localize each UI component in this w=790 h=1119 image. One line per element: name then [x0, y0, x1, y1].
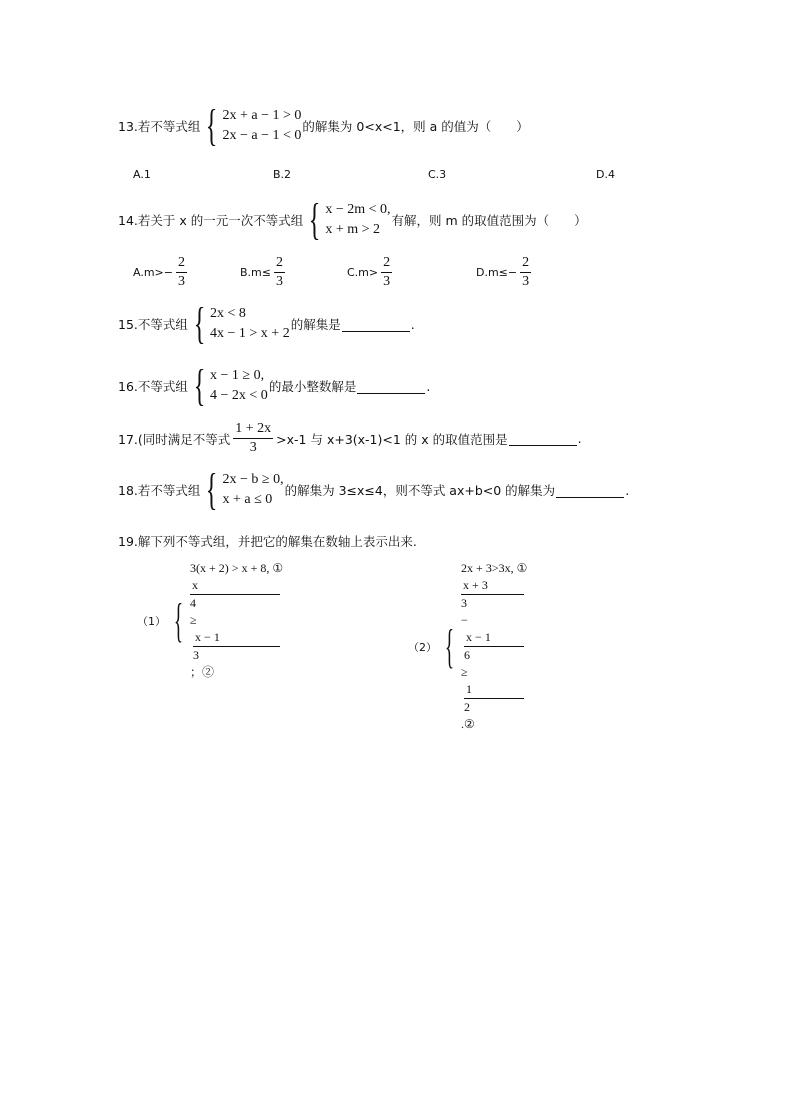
question-17 [118, 420, 582, 457]
q16-prefix: 16.不等式组 [118, 379, 188, 394]
q13-option-a: A.1 [133, 168, 151, 181]
q14-option-a-text: A.m>− [133, 266, 173, 279]
q19-p1-line1: 3(x + 2) > x + 8, ① [190, 561, 284, 575]
answer-blank[interactable] [556, 483, 624, 498]
frac-denominator: 3 [275, 274, 283, 289]
frac-denominator: 3 [177, 274, 185, 289]
q15-period: . [410, 316, 415, 332]
q16-inequality-system [189, 361, 268, 410]
q14-option-b-text: B.m≤ [240, 266, 271, 279]
q19-p2-line2 [461, 577, 527, 733]
q13-option-d: D.4 [596, 168, 615, 181]
q14-option-d-text: D.m≤− [476, 266, 518, 279]
q19-p2-line1: 2x + 3>3x, ① [461, 561, 528, 575]
q19-p1-line2 [190, 577, 283, 681]
frac-numerator: 1 [464, 681, 524, 699]
q13-line2: 2x − a − 1 < 0 [222, 128, 302, 143]
answer-blank[interactable] [357, 379, 425, 394]
frac-numerator: x − 1 [464, 629, 524, 647]
q14-inequality-system [304, 195, 391, 244]
q18-inequality-system [201, 465, 284, 514]
q15-suffix: 的解集是 [290, 317, 341, 332]
q13-prefix: 13.若不等式组 [118, 119, 201, 134]
brace-icon: { [193, 299, 206, 348]
frac-numerator: 2 [274, 254, 285, 273]
relation-symbol: ≥ [190, 613, 197, 627]
frac-numerator: 2 [381, 254, 392, 273]
q14-suffix: 有解，则 m 的取值范围为（ ） [391, 213, 587, 228]
q14-option-d [476, 254, 534, 291]
q13-option-b: B.2 [273, 168, 292, 181]
q16-period: . [426, 378, 431, 394]
relation-symbol: ≥ [461, 665, 468, 679]
frac-numerator: 2 [520, 254, 531, 273]
frac-denominator: 3 [522, 274, 530, 289]
q17-prefix: 17.(同时满足不等式 [118, 431, 231, 447]
brace-icon: { [193, 361, 206, 410]
q16-line1: x − 1 ≥ 0, [210, 368, 265, 383]
q19-p1-system [167, 560, 283, 681]
frac-numerator: x + 3 [461, 577, 524, 595]
q15-line2: 4x − 1 > x + 2 [210, 326, 290, 341]
frac-numerator: x [190, 577, 280, 595]
q13-inequality-system [201, 101, 302, 150]
q18-line1: 2x − b ≥ 0, [222, 472, 284, 487]
frac-numerator: x − 1 [193, 629, 280, 647]
question-14 [118, 195, 587, 244]
q19-p2-label: （2） [408, 640, 437, 654]
q14-line1: x − 2m < 0, [325, 202, 391, 217]
frac-numerator: 1 + 2x [233, 420, 273, 439]
q16-line2: 4 − 2x < 0 [210, 388, 268, 403]
brace-icon: { [173, 593, 184, 647]
brace-icon: { [308, 195, 321, 244]
q14-line2: x + m > 2 [325, 222, 381, 237]
q19-p2-system [438, 560, 527, 733]
frac-denominator: 3 [193, 648, 200, 662]
q15-line1: 2x < 8 [210, 306, 246, 321]
q15-inequality-system [189, 299, 290, 348]
q13-option-c: C.3 [428, 168, 447, 181]
q16-suffix: 的最小整数解是 [268, 379, 357, 394]
q18-suffix: 的解集为 3≤x≤4，则不等式 ax+b<0 的解集为 [284, 483, 556, 498]
frac-denominator: 2 [464, 700, 471, 714]
line-end: .② [461, 717, 475, 731]
q19-part-1 [137, 560, 284, 681]
frac-denominator: 6 [464, 648, 471, 662]
q18-line2: x + a ≤ 0 [222, 492, 273, 507]
question-13 [118, 101, 529, 150]
frac-denominator: 3 [249, 440, 257, 455]
frac-denominator: 3 [461, 596, 468, 610]
question-18 [118, 465, 630, 514]
answer-blank[interactable] [509, 431, 577, 446]
brace-icon: { [206, 101, 218, 150]
q15-prefix: 15.不等式组 [118, 317, 188, 332]
q14-option-a [133, 254, 190, 291]
q17-middle: >x-1 与 x+3(x-1)<1 的 x 的取值范围是 [276, 431, 508, 447]
q18-period: . [625, 482, 630, 498]
question-15 [118, 299, 415, 348]
brace-icon: { [206, 465, 218, 514]
q13-suffix: 的解集为 0<x<1，则 a 的值为（ ） [302, 119, 529, 134]
frac-denominator: 4 [190, 596, 197, 610]
frac-denominator: 3 [383, 274, 391, 289]
question-19-title: 19.解下列不等式组，并把它的解集在数轴上表示出来. [118, 534, 417, 549]
question-16 [118, 361, 431, 410]
q14-option-c [347, 254, 395, 291]
minus-symbol: − [461, 613, 468, 627]
q14-option-b [240, 254, 288, 291]
q19-part-2 [408, 560, 528, 733]
brace-icon: { [444, 619, 455, 673]
q17-period: . [577, 431, 582, 446]
line-end: ；② [190, 665, 215, 679]
frac-numerator: 2 [176, 254, 187, 273]
q13-line1: 2x + a − 1 > 0 [222, 108, 302, 123]
q18-prefix: 18.若不等式组 [118, 483, 201, 498]
q14-prefix: 14.若关于 x 的一元一次不等式组 [118, 213, 304, 228]
q14-option-c-text: C.m> [347, 266, 379, 279]
q19-p1-label: （1） [137, 614, 166, 628]
answer-blank[interactable] [342, 317, 410, 332]
